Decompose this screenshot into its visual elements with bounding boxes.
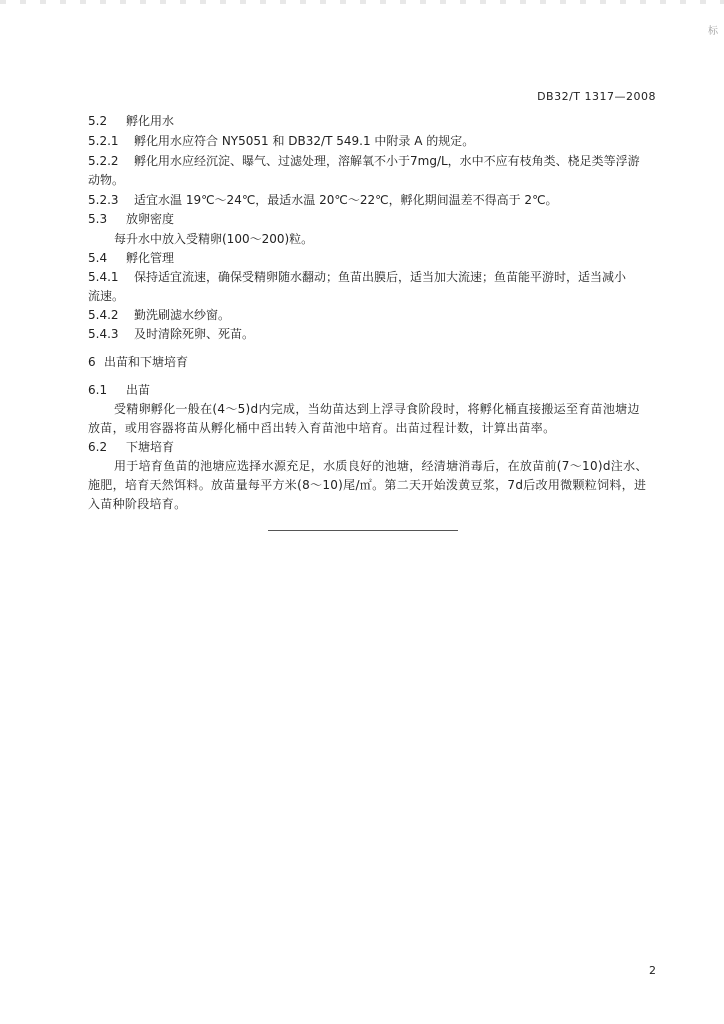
clause-text: 保持适宜流速，确保受精卵随水翻动；鱼苗出膜后，适当加大流速；鱼苗能平游时，适当减小 — [134, 270, 627, 284]
clause-5-4-2 — [88, 307, 230, 323]
section-number: 6.2 — [88, 440, 108, 454]
clause-5-2-2 — [88, 153, 640, 169]
side-mark: 标 — [708, 26, 718, 37]
section-title: 放卵密度 — [126, 212, 175, 226]
section-6-2-body-line-2: 施肥，培育天然饵料。放苗量每平方米(8～10)尾/㎡。第二天开始泼黄豆浆，7d后改用微颗粒饲料，进 — [88, 478, 647, 492]
clause-text: 及时清除死卵、死苗。 — [134, 327, 255, 341]
clause-5-2-2-continued: 动物。 — [88, 173, 125, 187]
section-number: 5.2 — [88, 114, 108, 128]
clause-number: 5.4.1 — [88, 270, 119, 284]
section-6-2-body-line-1: 用于培育鱼苗的池塘应选择水源充足，水质良好的池塘，经清塘消毒后，在放苗前(7～10)d注水、 — [114, 459, 648, 473]
clause-text: 孵化用水应符合 NY5051 和 DB32/T 549.1 中附录 A 的规定。 — [134, 134, 475, 148]
section-5-3-body: 每升水中放入受精卵(100～200)粒。 — [114, 232, 314, 246]
clause-number: 5.2.3 — [88, 193, 119, 207]
section-title: 出苗 — [126, 383, 151, 397]
page-number: 2 — [649, 964, 656, 977]
section-title: 出苗和下塘培育 — [104, 355, 189, 369]
section-title: 下塘培育 — [126, 440, 175, 454]
clause-5-2-3 — [88, 192, 558, 208]
clause-text: 勤洗刷滤水纱窗。 — [134, 308, 231, 322]
section-number: 6 — [88, 355, 96, 369]
clause-number: 5.4.2 — [88, 308, 119, 322]
clause-5-2-1 — [88, 133, 474, 149]
section-6-1-body-line-2: 放苗，或用容器将苗从孵化桶中舀出转入育苗池中培育。出苗过程计数，计算出苗率。 — [88, 421, 556, 435]
top-edge-marks — [0, 0, 724, 4]
clause-5-4-3 — [88, 326, 254, 342]
clause-number: 5.4.3 — [88, 327, 119, 341]
clause-5-4-1-continued: 流速。 — [88, 289, 125, 303]
section-6-1-body-line-1: 受精卵孵化一般在(4～5)d内完成，当幼苗达到上浮寻食阶段时，将孵化桶直接搬运至育苗池塘边 — [114, 402, 640, 416]
document-code: DB32/T 1317—2008 — [537, 90, 656, 103]
section-5-2-heading — [88, 113, 174, 129]
section-number: 5.4 — [88, 251, 108, 265]
end-rule — [268, 530, 458, 531]
section-5-4-heading — [88, 250, 174, 266]
clause-text: 适宜水温 19℃～24℃，最适水温 20℃～22℃，孵化期间温差不得高于 2℃。 — [134, 193, 558, 207]
section-title: 孵化用水 — [126, 114, 175, 128]
section-6-2-heading — [88, 439, 174, 455]
section-number: 6.1 — [88, 383, 108, 397]
clause-number: 5.2.2 — [88, 154, 119, 168]
clause-number: 5.2.1 — [88, 134, 119, 148]
section-6-1-heading — [88, 382, 150, 398]
section-6-2-body-line-3: 入苗种阶段培育。 — [88, 497, 187, 511]
section-title: 孵化管理 — [126, 251, 175, 265]
clause-5-4-1 — [88, 269, 626, 285]
clause-text: 孵化用水应经沉淀、曝气、过滤处理，溶解氧不小于7mg/L，水中不应有枝角类、桡足类等浮游 — [134, 154, 640, 168]
section-6-heading — [88, 354, 188, 370]
section-number: 5.3 — [88, 212, 108, 226]
section-5-3-heading — [88, 211, 174, 227]
